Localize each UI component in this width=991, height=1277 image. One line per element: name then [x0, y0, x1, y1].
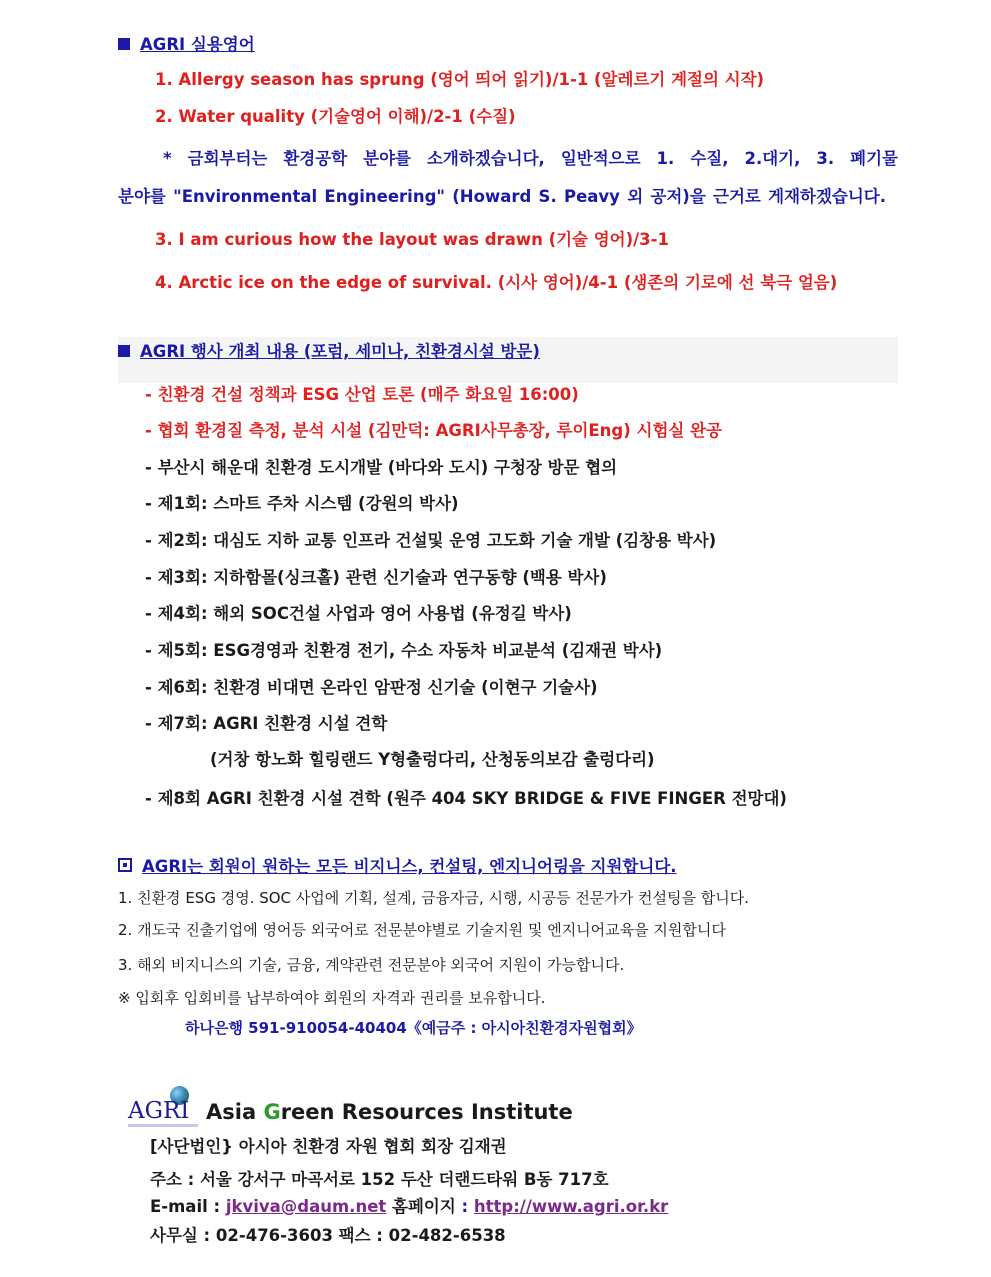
address: 주소 : 서울 강서구 마곡서로 152 두산 더랜드타워 B동 717호	[150, 1170, 609, 1189]
logo-tagline-bar	[128, 1124, 198, 1127]
section-events-heading: AGRI 행사 개최 내용 (포럼, 세미나, 친환경시설 방문)	[118, 338, 540, 362]
email-link[interactable]: jkviva@daum.net	[225, 1197, 387, 1216]
bank-account: 하나은행 591-910054-40404《예금주 : 아시아친환경자원협회》	[185, 1019, 642, 1037]
event-item-red-2: - 협회 환경질 측정, 분석 시설 (김만덕: AGRI사무총장, 루이Eng) 시험실 완공	[145, 421, 722, 440]
org-name-english: Asia Green Resources Institute	[206, 1100, 573, 1124]
contact-links: E-mail : jkviva@daum.net 홈페이지 : http://www.agri.or.kr	[150, 1197, 669, 1216]
agri-logo: AGRI	[128, 1098, 190, 1124]
event-item: - 제3회: 지하함몰(싱크홀) 관련 신기술과 연구동향 (백용 박사)	[145, 568, 607, 587]
english-item-3: 3. I am curious how the layout was drawn (기술 영어)/3-1	[155, 230, 669, 249]
phone-fax: 사무실 : 02-476-3603 팩스 : 02-482-6538	[150, 1226, 506, 1245]
event-item: - 부산시 해운대 친환경 도시개발 (바다와 도시) 구청장 방문 협의	[145, 458, 618, 477]
event-item: - 제5회: ESG경영과 친환경 전기, 수소 자동차 비교분석 (김재권 박사)	[145, 641, 663, 660]
event-item-8: - 제8회 AGRI 친환경 시설 견학 (원주 404 SKY BRIDGE & FIVE FINGER 전망대)	[145, 789, 787, 808]
event-item-red-1: - 친환경 건설 정책과 ESG 산업 토론 (매주 화요일 16:00)	[145, 385, 579, 404]
intro-note-line1: * 금회부터는 환경공학 분야를 소개하겠습니다, 일반적으로 1. 수질, 2.대기, 3. 폐기물	[163, 149, 898, 168]
homepage-link[interactable]: http://www.agri.or.kr	[473, 1197, 669, 1216]
event-item: - 제2회: 대심도 지하 교통 인프라 건설및 운영 고도화 기술 개발 (김창용 박사)	[145, 531, 717, 550]
section-support-heading: AGRI는 회원이 원하는 모든 비지니스, 컨설팅, 엔지니어링을 지원합니다.	[118, 853, 677, 877]
support-item-3: 3. 해외 비지니스의 기술, 금융, 계약관련 전문분야 외국어 지원이 가능합니다.	[118, 956, 625, 974]
english-item-1: 1. Allergy season has sprung (영어 띄어 읽기)/1-1 (알레르기 계절의 시작)	[155, 70, 765, 89]
square-bullet-icon	[118, 38, 130, 50]
section-agri-english-heading: AGRI 실용영어	[118, 31, 255, 55]
org-subtitle: [사단법인} 아시아 친환경 자원 협회 회장 김재권	[150, 1137, 507, 1156]
event-item-7-detail: (거창 항노화 힐링랜드 Y형출렁다리, 산청동의보감 출렁다리)	[210, 750, 655, 769]
square-bullet-icon	[118, 345, 130, 357]
support-item-2: 2. 개도국 진출기업에 영어등 외국어로 전문분야별로 기술지원 및 엔지니어교육을 지원합니다	[118, 921, 726, 939]
event-item: - 제4회: 해외 SOC건설 사업과 영어 사용법 (유정길 박사)	[145, 604, 572, 623]
event-item: - 제1회: 스마트 주차 시스템 (강원의 박사)	[145, 494, 459, 513]
intro-note-line2: 분야를 "Environmental Engineering" (Howard S. Peavy 외 공저)을 근거로 게재하겠습니다.	[118, 187, 886, 206]
event-item: - 제6회: 친환경 비대면 온라인 암판정 신기술 (이현구 기술사)	[145, 678, 598, 697]
square-outline-bullet-icon	[118, 858, 132, 872]
english-item-4: 4. Arctic ice on the edge of survival. (시사 영어)/4-1 (생존의 기로에 선 북극 얼음)	[155, 273, 838, 292]
event-item: - 제7회: AGRI 친환경 시설 견학	[145, 714, 388, 733]
support-item-1: 1. 친환경 ESG 경영. SOC 사업에 기획, 설계, 금융자금, 시행, 시공등 전문가가 컨설팅을 합니다.	[118, 889, 750, 907]
english-item-2: 2. Water quality (기술영어 이해)/2-1 (수질)	[155, 107, 516, 126]
membership-note: ※ 입회후 입회비를 납부하여야 회원의 자격과 권리를 보유합니다.	[118, 989, 546, 1007]
